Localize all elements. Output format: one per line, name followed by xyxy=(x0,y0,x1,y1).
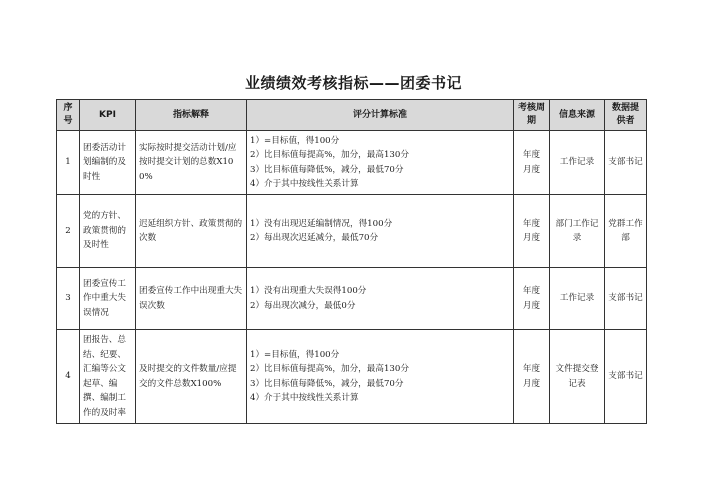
header-kpi: KPI xyxy=(80,100,136,131)
page-title: 业绩绩效考核指标——团委书记 xyxy=(244,74,462,92)
table-row xyxy=(57,268,647,330)
row-explanation: 及时提交的文件数量/应提交的文件总数X100% xyxy=(136,330,247,424)
criteria-line: 1）=目标值，得100分 xyxy=(250,135,340,146)
header-period: 考核周期 xyxy=(514,100,550,131)
criteria-line: 2）比目标值每提高%，加分，最高130分 xyxy=(250,150,409,160)
row-source: 工作记录 xyxy=(550,131,605,195)
row-provider: 党群工作部 xyxy=(605,195,647,268)
row-period xyxy=(514,131,550,195)
row-source: 文件提交登记表 xyxy=(550,330,605,424)
row-source: 工作记录 xyxy=(550,268,605,330)
header-explanation: 指标解释 xyxy=(136,100,247,131)
criteria-line: 1）=目标值，得100分 xyxy=(250,349,340,360)
table-row xyxy=(57,131,647,195)
criteria-line: 2）每出现次减分，最低0分 xyxy=(250,300,356,311)
criteria-line: 4）介于其中按线性关系计算 xyxy=(250,179,359,189)
row-criteria xyxy=(247,131,514,195)
header-source: 信息来源 xyxy=(550,100,605,131)
row-explanation: 迟延组织方针、政策贯彻的次数 xyxy=(136,195,247,268)
row-criteria xyxy=(247,330,514,424)
row-no: 4 xyxy=(57,330,80,424)
kpi-table xyxy=(56,99,647,424)
row-kpi: 团委宣传工作中重大失误情况 xyxy=(80,268,136,330)
table-row xyxy=(57,330,647,424)
period-line: 年度 xyxy=(522,286,541,296)
row-period xyxy=(514,330,550,424)
header-criteria: 评分计算标准 xyxy=(247,100,514,131)
table-row xyxy=(57,195,647,268)
row-period xyxy=(514,195,550,268)
period-line: 月度 xyxy=(522,300,541,311)
criteria-line: 2）比目标值每提高%，加分，最高130分 xyxy=(250,364,409,374)
period-line: 年度 xyxy=(522,364,541,374)
criteria-line: 1）没有出现迟延编制情况，得100分 xyxy=(250,218,393,229)
period-line: 月度 xyxy=(522,378,541,389)
row-criteria xyxy=(247,195,514,268)
row-kpi: 团报告、总结、纪要、汇编等公文起草、编撰、编制工作的及时率 xyxy=(80,330,136,424)
row-no: 1 xyxy=(57,131,80,195)
period-line: 月度 xyxy=(522,164,541,175)
row-kpi: 团委活动计划编制的及时性 xyxy=(80,131,136,195)
row-explanation: 实际按时提交活动计划/应按时提交计划的总数X100% xyxy=(136,131,247,195)
row-criteria xyxy=(247,268,514,330)
period-line: 年度 xyxy=(522,150,541,160)
row-provider: 支部书记 xyxy=(605,268,647,330)
row-explanation: 团委宣传工作中出现重大失误次数 xyxy=(136,268,247,330)
criteria-line: 3）比目标值每降低%，减分，最低70分 xyxy=(250,164,404,175)
row-provider: 支部书记 xyxy=(605,131,647,195)
criteria-line: 2）每出现次迟延减分，最低70分 xyxy=(250,233,379,243)
period-line: 年度 xyxy=(522,218,541,229)
criteria-line: 1）没有出现重大失误得100分 xyxy=(250,286,367,296)
table-header-row xyxy=(57,100,647,131)
period-line: 月度 xyxy=(522,233,541,243)
header-provider: 数据提供者 xyxy=(605,100,647,131)
row-no: 3 xyxy=(57,268,80,330)
criteria-line: 4）介于其中按线性关系计算 xyxy=(250,393,359,403)
header-no: 序号 xyxy=(57,100,80,131)
row-kpi: 党的方针、政策贯彻的及时性 xyxy=(80,195,136,268)
row-no: 2 xyxy=(57,195,80,268)
row-source: 部门工作记录 xyxy=(550,195,605,268)
criteria-line: 3）比目标值每降低%，减分，最低70分 xyxy=(250,378,404,389)
row-period xyxy=(514,268,550,330)
row-provider: 支部书记 xyxy=(605,330,647,424)
